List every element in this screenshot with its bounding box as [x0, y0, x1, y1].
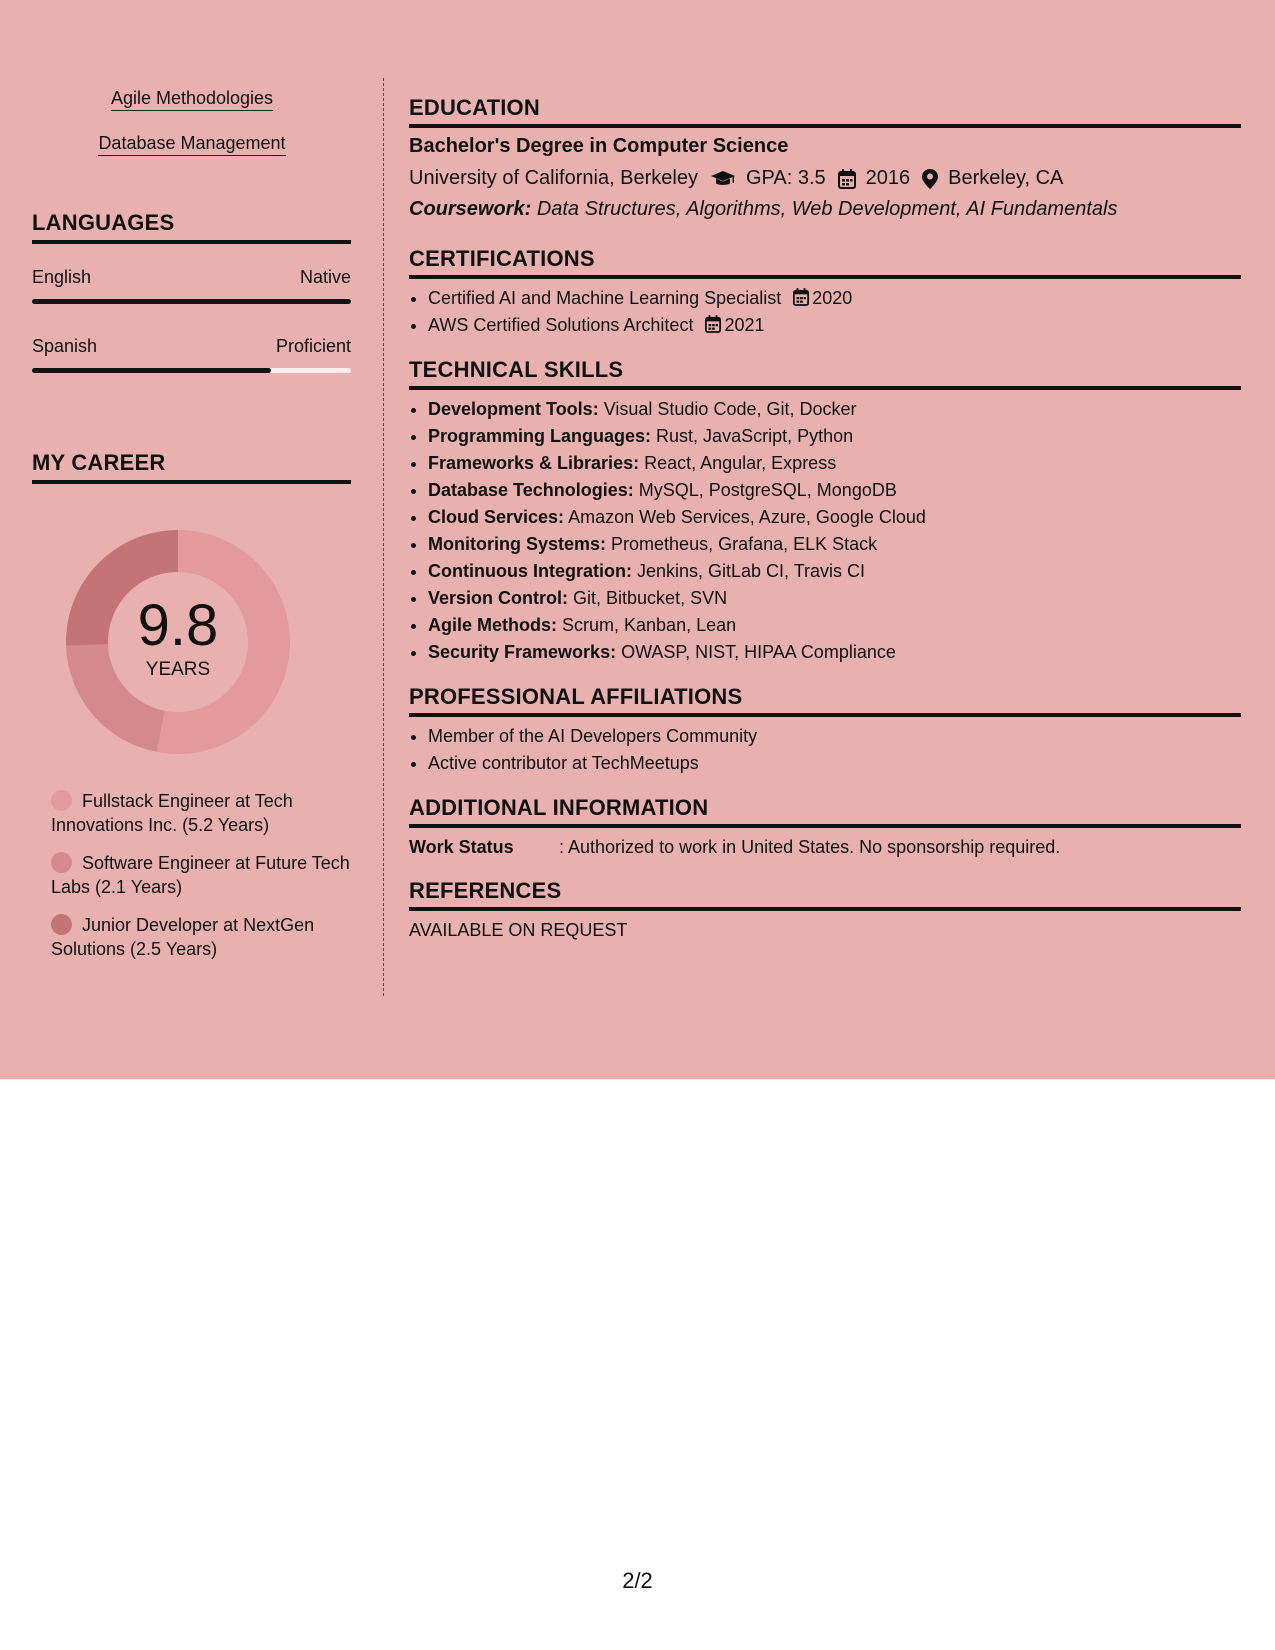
skill-category: Agile Methods:	[428, 615, 557, 635]
legend-dot	[51, 852, 72, 873]
language-name: Spanish	[32, 336, 98, 356]
list-item	[428, 477, 926, 504]
skill-tag-label: Agile Methodologies	[111, 88, 273, 111]
skill-category: Development Tools:	[428, 399, 599, 419]
coursework-label: Coursework:	[409, 198, 532, 220]
certification-year: 2021	[724, 315, 765, 335]
skill-values: Visual Studio Code, Git, Docker	[603, 399, 857, 419]
list-item: • Active contributor at TechMeetups	[428, 750, 757, 777]
certification-year: 2020	[812, 288, 853, 308]
language-proficiency-bar	[32, 368, 351, 373]
technical-skills-list	[409, 396, 926, 666]
education-location: Berkeley, CA	[948, 167, 1064, 189]
education-school: University of California, Berkeley	[409, 167, 698, 189]
career-legend-item	[51, 851, 351, 899]
list-item	[428, 285, 852, 312]
list-item	[428, 450, 926, 477]
graduation-cap-icon	[710, 170, 736, 188]
list-item: • Member of the AI Developers Community	[428, 723, 757, 750]
calendar-icon	[838, 169, 856, 189]
education-year: 2016	[865, 167, 911, 189]
skill-values: Rust, JavaScript, Python	[656, 426, 854, 446]
education-heading: EDUCATION	[409, 95, 1241, 128]
skill-values: Git, Bitbucket, SVN	[573, 588, 728, 608]
language-proficiency-fill	[32, 368, 271, 373]
certification-name: Certified AI and Machine Learning Specialist	[428, 288, 782, 308]
career-legend-label: Junior Developer at NextGen Solutions (2.5 Years)	[51, 915, 315, 959]
certifications-list	[409, 285, 852, 339]
list-item	[428, 312, 852, 339]
language-level: Native	[299, 267, 351, 287]
skill-category: Continuous Integration:	[428, 561, 632, 581]
skill-category: Frameworks & Libraries:	[428, 453, 640, 473]
career-heading: MY CAREER	[32, 450, 351, 484]
calendar-icon	[705, 315, 721, 333]
skill-values: Jenkins, GitLab CI, Travis CI	[636, 561, 866, 581]
list-item	[428, 504, 926, 531]
skill-category: Database Technologies:	[428, 480, 634, 500]
career-legend-item	[51, 913, 351, 961]
education-gpa: GPA: 3.5	[746, 167, 826, 189]
skill-values: Prometheus, Grafana, ELK Stack	[611, 534, 878, 554]
education-coursework	[409, 198, 1117, 221]
career-donut-chart	[66, 530, 290, 754]
career-total-value: 9.8	[137, 593, 219, 658]
language-row	[32, 336, 351, 357]
skill-category: Cloud Services:	[428, 507, 565, 527]
skill-category: Monitoring Systems:	[428, 534, 607, 554]
skill-tag-label: Database Management	[98, 133, 285, 156]
skill-tag	[32, 88, 352, 109]
skill-category: Programming Languages:	[428, 426, 652, 446]
career-total	[66, 530, 290, 754]
affiliations-list	[409, 723, 757, 777]
skill-values: React, Angular, Express	[644, 453, 837, 473]
map-pin-icon	[922, 169, 938, 189]
list-item	[428, 531, 926, 558]
affiliations-heading: PROFESSIONAL AFFILIATIONS	[409, 684, 1241, 717]
skill-values: MySQL, PostgreSQL, MongoDB	[638, 480, 897, 500]
language-proficiency-bar	[32, 299, 351, 304]
certification-name: AWS Certified Solutions Architect	[428, 315, 694, 335]
career-legend-label: Fullstack Engineer at Tech Innovations Inc. (5.2 Years)	[51, 791, 293, 835]
skill-category: Version Control:	[428, 588, 569, 608]
list-item	[428, 639, 926, 666]
column-divider	[383, 78, 384, 996]
page-number: 2/2	[622, 1568, 653, 1593]
certifications-heading: CERTIFICATIONS	[409, 246, 1241, 279]
references-text: AVAILABLE ON REQUEST	[409, 920, 628, 940]
list-item	[428, 585, 926, 612]
list-item	[428, 612, 926, 639]
career-legend-label: Software Engineer at Future Tech Labs (2.1 Years)	[51, 853, 350, 897]
work-status	[409, 837, 1060, 858]
list-item	[428, 423, 926, 450]
language-name: English	[32, 267, 92, 287]
skill-values: Scrum, Kanban, Lean	[562, 615, 737, 635]
technical-skills-heading: TECHNICAL SKILLS	[409, 357, 1241, 390]
career-legend-item	[51, 789, 351, 837]
career-total-unit: YEARS	[145, 659, 211, 680]
work-status-value: : Authorized to work in United States. No sponsorship required.	[559, 837, 1061, 857]
list-item	[428, 558, 926, 585]
skill-values: Amazon Web Services, Azure, Google Cloud	[568, 507, 926, 527]
skill-tag	[32, 133, 352, 154]
education-details	[409, 167, 1063, 190]
language-row	[32, 267, 351, 288]
languages-heading: LANGUAGES	[32, 210, 351, 244]
education-degree: Bachelor's Degree in Computer Science	[409, 135, 789, 157]
legend-dot	[51, 790, 72, 811]
language-proficiency-fill	[32, 299, 351, 304]
references-heading: REFERENCES	[409, 878, 1241, 911]
additional-info-heading: ADDITIONAL INFORMATION	[409, 795, 1241, 828]
list-item	[428, 396, 926, 423]
coursework-list: Data Structures, Algorithms, Web Development, AI Fundamentals	[536, 198, 1118, 220]
skill-category: Security Frameworks:	[428, 642, 617, 662]
language-level: Proficient	[275, 336, 351, 356]
legend-dot	[51, 914, 72, 935]
calendar-icon	[793, 288, 809, 306]
skill-values: OWASP, NIST, HIPAA Compliance	[621, 642, 896, 662]
work-status-label: Work Status	[409, 837, 514, 857]
